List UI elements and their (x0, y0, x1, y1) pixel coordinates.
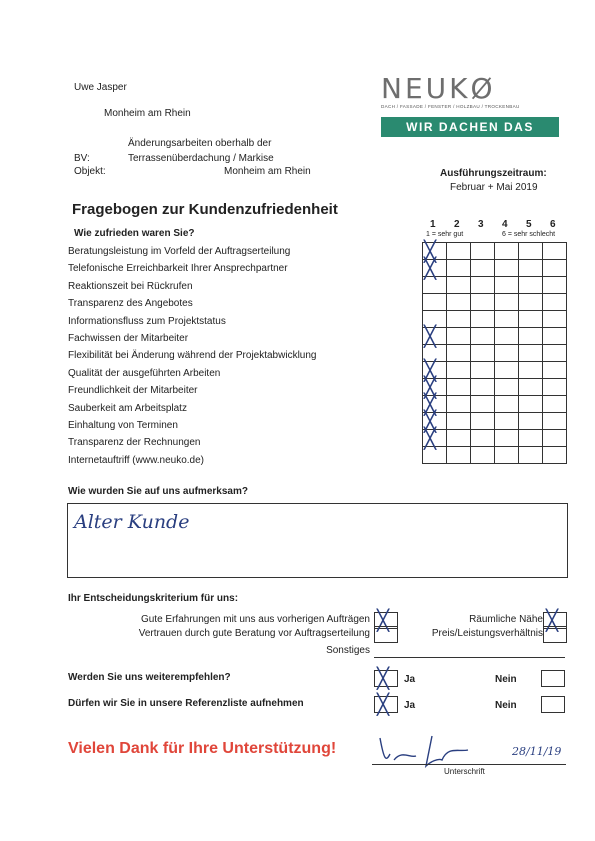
scale-number: 5 (526, 219, 532, 230)
reference-yes-checkbox[interactable] (374, 692, 398, 716)
scale-high-label: 6 = sehr schlecht (502, 231, 556, 238)
decision-right-0-label: Räumliche Nähe (469, 614, 543, 625)
rating-cell[interactable] (447, 328, 471, 345)
rating-cell[interactable] (447, 294, 471, 311)
rating-cell[interactable] (519, 277, 543, 294)
reference-no-label: Nein (495, 700, 517, 711)
scale-number: 6 (550, 219, 556, 230)
page-title: Fragebogen zur Kundenzufriedenheit (72, 201, 338, 218)
rating-cell[interactable] (471, 243, 495, 260)
bv-label: BV: (74, 153, 90, 164)
customer-city: Monheim am Rhein (104, 108, 191, 119)
rating-cell[interactable] (423, 447, 447, 464)
awareness-question: Wie wurden Sie auf uns aufmerksam? (68, 486, 248, 497)
rating-row (423, 430, 567, 447)
rating-cell[interactable] (471, 396, 495, 413)
rating-cell[interactable] (423, 324, 447, 348)
rating-cell[interactable] (423, 277, 447, 294)
criterion-label: Sauberkeit am Arbeitsplatz (68, 402, 187, 414)
recommend-yes-checkbox[interactable] (374, 666, 398, 690)
rating-cell[interactable] (543, 396, 567, 413)
rating-cell[interactable] (543, 413, 567, 430)
reference-question: Dürfen wir Sie in unsere Referenzliste aufnehmen (68, 698, 304, 709)
criterion-label: Telefonische Erreichbarkeit Ihrer Ansprechpartner (68, 263, 288, 275)
rating-row (423, 396, 567, 413)
rating-cell[interactable] (447, 345, 471, 362)
check-mark-icon: ╳ (424, 256, 437, 280)
rating-cell[interactable] (495, 430, 519, 447)
rating-cell[interactable] (471, 413, 495, 430)
rating-cell[interactable] (519, 243, 543, 260)
rating-row (423, 379, 567, 396)
rating-row (423, 328, 567, 345)
recommend-yes-label: Ja (404, 674, 416, 685)
rating-cell[interactable] (519, 362, 543, 379)
criterion-label: Einhaltung von Terminen (68, 420, 178, 432)
criterion-label: Informationsfluss zum Projektstatus (68, 315, 226, 327)
rating-cell[interactable] (543, 447, 567, 464)
rating-cell[interactable] (471, 328, 495, 345)
objekt-label: Objekt: (74, 166, 106, 177)
rating-cell[interactable] (471, 277, 495, 294)
rating-cell[interactable] (519, 260, 543, 277)
rating-cell[interactable] (447, 362, 471, 379)
decision-left-1-checkbox[interactable] (374, 626, 398, 643)
decision-right-1-checkbox[interactable] (543, 626, 567, 643)
rating-cell[interactable] (495, 362, 519, 379)
rating-cell[interactable] (543, 260, 567, 277)
rating-cell[interactable] (519, 413, 543, 430)
rating-cell[interactable] (471, 294, 495, 311)
thanks-message: Vielen Dank für Ihre Unterstützung! (68, 740, 337, 757)
criterion-label: Transparenz der Rechnungen (68, 437, 201, 449)
rating-cell[interactable] (471, 430, 495, 447)
other-input-line[interactable] (374, 657, 565, 658)
neuko-logo: NEUKØ (381, 72, 496, 105)
rating-cell[interactable] (519, 379, 543, 396)
satisfaction-question: Wie zufrieden waren Sie? (74, 228, 195, 239)
rating-cell[interactable] (495, 260, 519, 277)
check-mark-icon: ╳ (424, 239, 437, 263)
check-mark-icon: ╳ (377, 692, 390, 716)
scale-number: 3 (478, 219, 484, 230)
reference-yes-label: Ja (404, 700, 416, 711)
check-mark-icon: ╳ (424, 409, 437, 433)
rating-cell[interactable] (423, 256, 447, 280)
rating-cell[interactable] (519, 430, 543, 447)
criterion-label: Freundlichkeit der Mitarbeiter (68, 385, 198, 397)
check-mark-icon: ╳ (377, 608, 390, 632)
rating-row (423, 277, 567, 294)
decision-right-1-label: Preis/Leistungsverhältnis (431, 628, 543, 639)
rating-row (423, 345, 567, 362)
rating-cell[interactable] (519, 396, 543, 413)
rating-cell[interactable] (447, 379, 471, 396)
rating-cell[interactable] (519, 311, 543, 328)
rating-cell[interactable] (495, 345, 519, 362)
execution-label: Ausführungszeitraum: (440, 168, 547, 179)
check-mark-icon: ╳ (424, 358, 437, 382)
rating-cell[interactable] (495, 277, 519, 294)
rating-grid (422, 239, 567, 464)
awareness-answer-box[interactable] (67, 503, 568, 578)
rating-cell[interactable] (471, 260, 495, 277)
signature-label: Unterschrift (444, 767, 485, 776)
rating-cell[interactable] (495, 447, 519, 464)
rating-cell[interactable] (543, 277, 567, 294)
rating-cell[interactable] (543, 328, 567, 345)
execution-value: Februar + Mai 2019 (450, 182, 538, 193)
rating-cell[interactable] (519, 328, 543, 345)
rating-cell[interactable] (495, 311, 519, 328)
rating-cell[interactable] (447, 277, 471, 294)
rating-cell[interactable] (447, 413, 471, 430)
decision-heading: Ihr Entscheidungskriterium für uns: (68, 593, 239, 604)
check-mark-icon: ╳ (377, 666, 390, 690)
recommend-question: Werden Sie uns weiterempfehlen? (68, 672, 231, 683)
rating-cell[interactable] (543, 345, 567, 362)
rating-row (423, 260, 567, 277)
rating-cell[interactable] (519, 345, 543, 362)
rating-cell[interactable] (495, 328, 519, 345)
awareness-answer: Alter Kunde (74, 511, 190, 533)
check-mark-icon: ╳ (424, 392, 437, 416)
reference-no-checkbox[interactable] (541, 696, 565, 713)
check-mark-icon: ╳ (424, 426, 437, 450)
scale-low-label: 1 = sehr gut (426, 231, 464, 238)
rating-cell[interactable] (543, 430, 567, 447)
decision-left-0-label: Gute Erfahrungen mit uns aus vorherigen Aufträgen (140, 614, 370, 625)
other-label: Sonstiges (326, 645, 370, 656)
rating-row (423, 413, 567, 430)
rating-cell[interactable] (471, 311, 495, 328)
decision-left-1-label: Vertrauen durch gute Beratung vor Auftragserteilung (138, 628, 370, 639)
rating-row (423, 243, 567, 260)
recommend-no-label: Nein (495, 674, 517, 685)
rating-cell[interactable] (543, 311, 567, 328)
criterion-label: Internetauftriff (www.neuko.de) (68, 454, 204, 466)
rating-cell[interactable] (423, 294, 447, 311)
rating-cell[interactable] (495, 379, 519, 396)
scale-number: 2 (454, 219, 460, 230)
rating-cell[interactable] (519, 294, 543, 311)
rating-cell[interactable] (447, 447, 471, 464)
rating-cell[interactable] (543, 294, 567, 311)
logo-slogan: WIR DACHEN DAS (381, 117, 559, 137)
rating-cell[interactable] (543, 243, 567, 260)
logo-tagline: DACH / FASSADE / FENSTER / HOLZBAU / TROCKENBAU (381, 104, 520, 109)
signature-date: 28/11/19 (512, 745, 562, 758)
rating-cell[interactable] (423, 426, 447, 450)
criterion-label: Qualität der ausgeführten Arbeiten (68, 367, 221, 379)
rating-cell[interactable] (519, 447, 543, 464)
recommend-no-checkbox[interactable] (541, 670, 565, 687)
rating-cell[interactable] (471, 379, 495, 396)
rating-cell[interactable] (471, 345, 495, 362)
objekt-value: Monheim am Rhein (224, 166, 311, 177)
rating-cell[interactable] (447, 311, 471, 328)
rating-cell[interactable] (495, 413, 519, 430)
rating-cell[interactable] (447, 243, 471, 260)
rating-cell[interactable] (447, 396, 471, 413)
rating-row (423, 294, 567, 311)
rating-cell[interactable] (543, 379, 567, 396)
customer-name: Uwe Jasper (74, 82, 127, 93)
check-mark-icon: ╳ (424, 375, 437, 399)
scale-number: 1 (430, 219, 436, 230)
criterion-label: Reaktionszeit bei Rückrufen (68, 280, 193, 292)
rating-row (423, 311, 567, 328)
rating-cell[interactable] (447, 260, 471, 277)
criterion-label: Transparenz des Angebotes (68, 298, 193, 310)
check-mark-icon: ╳ (546, 608, 559, 632)
bv-value-line2: Terrassenüberdachung / Markise (128, 153, 274, 164)
rating-row (423, 447, 567, 464)
criterion-label: Beratungsleistung im Vorfeld der Auftragserteilung (68, 246, 291, 257)
signature-line (372, 764, 566, 765)
rating-cell[interactable] (495, 396, 519, 413)
rating-cell[interactable] (495, 243, 519, 260)
rating-cell[interactable] (471, 362, 495, 379)
criteria-list (68, 243, 316, 469)
criterion-label: Flexibilität bei Änderung während der Projektabwicklung (68, 350, 317, 362)
scale-number: 4 (502, 219, 508, 230)
rating-cell[interactable] (543, 362, 567, 379)
criterion-label: Fachwissen der Mitarbeiter (68, 333, 189, 345)
rating-cell[interactable] (471, 447, 495, 464)
rating-row (423, 362, 567, 379)
rating-cell[interactable] (447, 430, 471, 447)
check-mark-icon: ╳ (424, 324, 437, 348)
bv-value-line1: Änderungsarbeiten oberhalb der (128, 138, 272, 149)
rating-cell[interactable] (495, 294, 519, 311)
